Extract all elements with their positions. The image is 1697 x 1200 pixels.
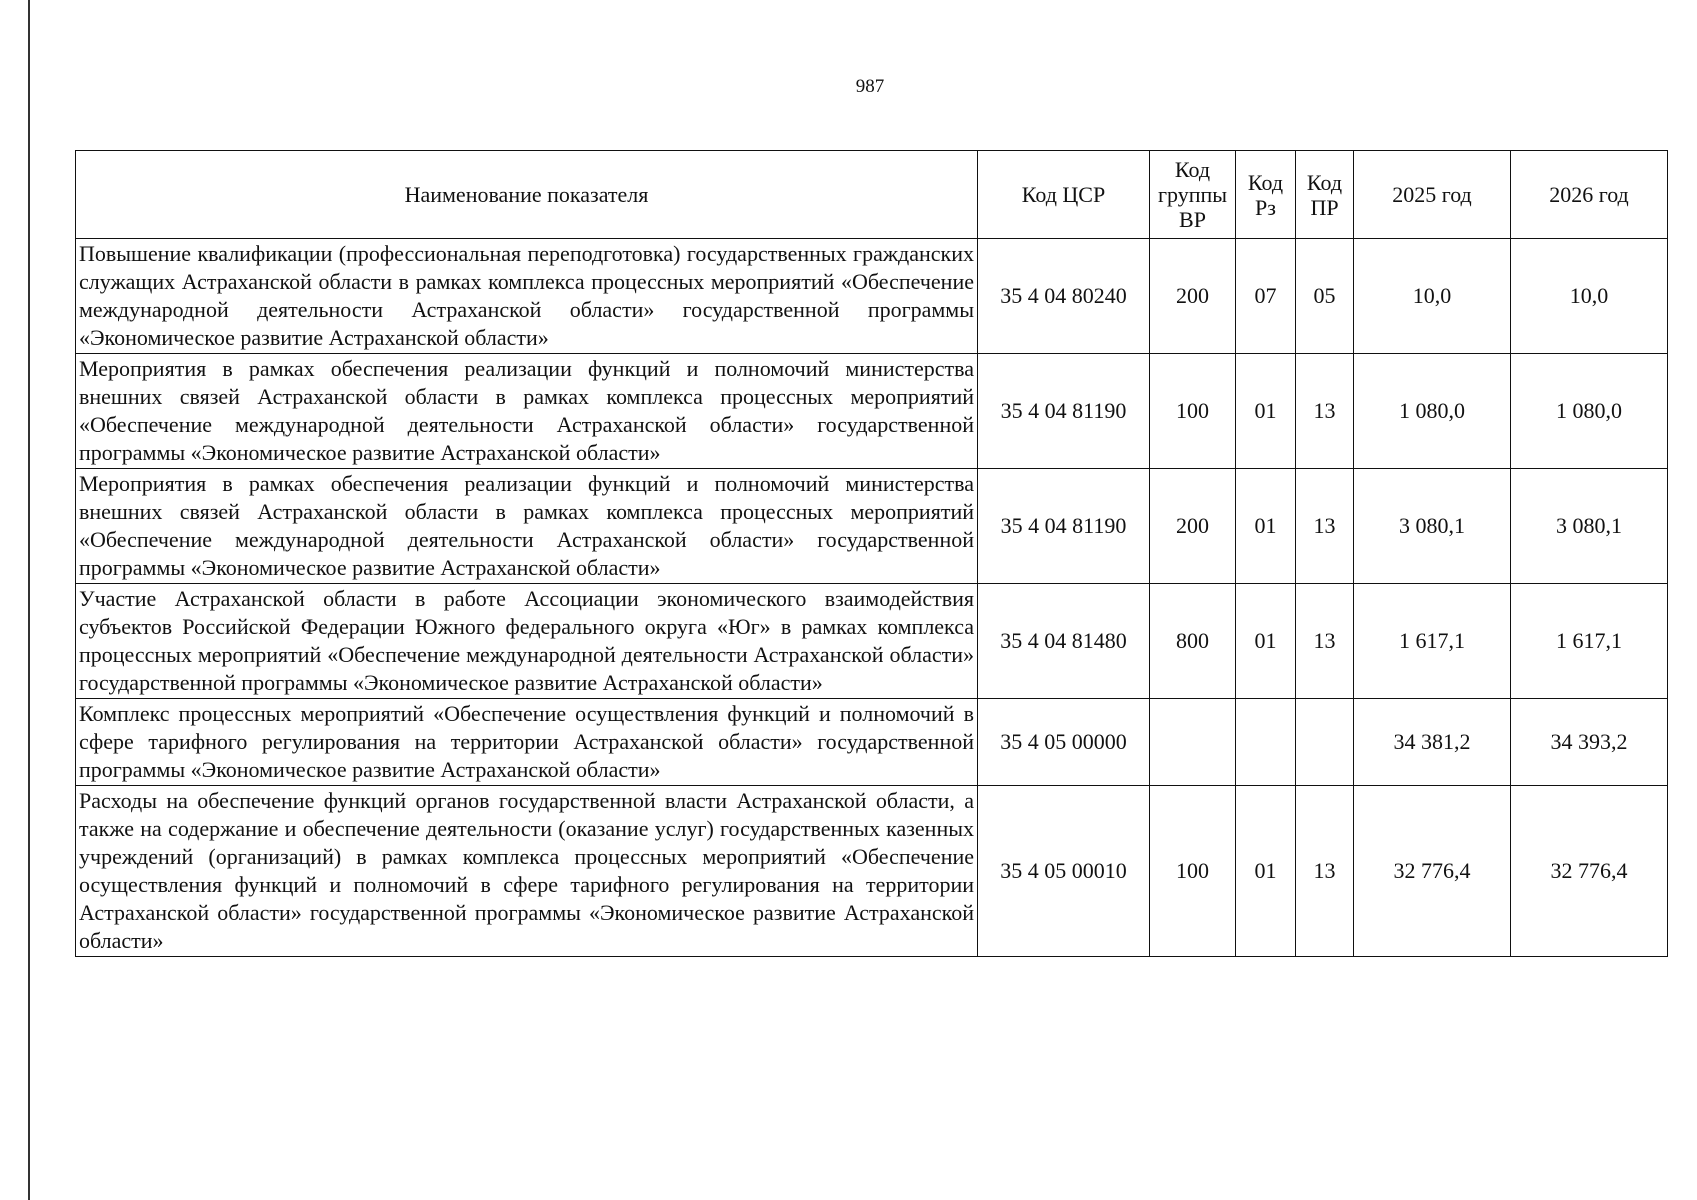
row-pr: 13 xyxy=(1296,354,1354,469)
row-pr: 05 xyxy=(1296,239,1354,354)
row-vr: 800 xyxy=(1150,584,1236,699)
row-name: Расходы на обеспечение функций органов государственной власти Астраханской области, а также на содержание и обеспечение деятельности (оказание услуг) государственных казенных учреждений (организаций) в рамках комплекса процессных мероприятий «Обеспечение осуществления функций и полномочий в сфере тарифного регулирования на территории Астраханской области» государственной программы «Экономическое развитие Астраханской области» xyxy=(76,786,978,957)
row-2025: 32 776,4 xyxy=(1354,786,1511,957)
row-2026: 3 080,1 xyxy=(1511,469,1668,584)
header-rz xyxy=(1236,151,1296,239)
table-row xyxy=(76,239,1668,354)
row-2025: 34 381,2 xyxy=(1354,699,1511,786)
row-2026: 34 393,2 xyxy=(1511,699,1668,786)
header-2026: 2026 год xyxy=(1511,151,1668,239)
row-rz xyxy=(1236,699,1296,786)
header-row xyxy=(76,151,1668,239)
header-csr: Код ЦСР xyxy=(978,151,1150,239)
row-rz: 01 xyxy=(1236,584,1296,699)
header-pr-line2: ПР xyxy=(1310,194,1339,220)
budget-table xyxy=(75,150,1668,957)
header-rz-line1: Код xyxy=(1247,169,1284,195)
row-vr: 200 xyxy=(1150,469,1236,584)
row-rz: 01 xyxy=(1236,786,1296,957)
row-pr: 13 xyxy=(1296,469,1354,584)
scan-edge-line xyxy=(28,0,30,1200)
header-vr-line3: ВР xyxy=(1179,207,1206,232)
row-name: Комплекс процессных мероприятий «Обеспечение осуществления функций и полномочий в сфере тарифного регулирования на территории Астраханской области» государственной программы «Экономическое развитие Астраханской области» xyxy=(76,699,978,786)
row-vr: 100 xyxy=(1150,354,1236,469)
row-csr: 35 4 04 80240 xyxy=(978,239,1150,354)
row-2026: 1 080,0 xyxy=(1511,354,1668,469)
header-pr xyxy=(1296,151,1354,239)
table-header xyxy=(76,151,1668,239)
header-pr-line1: Код xyxy=(1306,169,1343,195)
row-pr: 13 xyxy=(1296,584,1354,699)
header-2025: 2025 год xyxy=(1354,151,1511,239)
row-pr xyxy=(1296,699,1354,786)
page-number: 987 xyxy=(855,76,885,97)
table-body xyxy=(76,239,1668,957)
row-name: Участие Астраханской области в работе Ассоциации экономического взаимодействия субъектов Российской Федерации Южного федерального округа «Юг» в рамках комплекса процессных мероприятий «Обеспечение международной деятельности Астраханской области» государственной программы «Экономическое развитие Астраханской области» xyxy=(76,584,978,699)
row-2025: 1 617,1 xyxy=(1354,584,1511,699)
row-name: Мероприятия в рамках обеспечения реализации функций и полномочий министерства внешних связей Астраханской области в рамках комплекса процессных мероприятий «Обеспечение международной деятельности Астраханской области» государственной программы «Экономическое развитие Астраханской области» xyxy=(76,354,978,469)
row-rz: 01 xyxy=(1236,469,1296,584)
row-name: Повышение квалификации (профессиональная переподготовка) государственных гражданских служащих Астраханской области в рамках комплекса процессных мероприятий «Обеспечение международной деятельности Астраханской области» государственной программы «Экономическое развитие Астраханской области» xyxy=(76,239,978,354)
header-vr-line2: группы xyxy=(1157,182,1228,207)
row-2026: 1 617,1 xyxy=(1511,584,1668,699)
table-row xyxy=(76,699,1668,786)
row-rz: 07 xyxy=(1236,239,1296,354)
row-vr: 100 xyxy=(1150,786,1236,957)
row-2025: 3 080,1 xyxy=(1354,469,1511,584)
row-2026: 32 776,4 xyxy=(1511,786,1668,957)
row-csr: 35 4 04 81480 xyxy=(978,584,1150,699)
row-2025: 1 080,0 xyxy=(1354,354,1511,469)
table-row xyxy=(76,354,1668,469)
header-vr-line1: Код xyxy=(1174,157,1211,182)
row-rz: 01 xyxy=(1236,354,1296,469)
table-row xyxy=(76,786,1668,957)
row-2025: 10,0 xyxy=(1354,239,1511,354)
header-vr xyxy=(1150,151,1236,239)
row-csr: 35 4 05 00000 xyxy=(978,699,1150,786)
header-name: Наименование показателя xyxy=(76,151,978,239)
table-row xyxy=(76,584,1668,699)
row-pr: 13 xyxy=(1296,786,1354,957)
header-rz-line2: Рз xyxy=(1255,194,1276,220)
row-2026: 10,0 xyxy=(1511,239,1668,354)
row-vr: 200 xyxy=(1150,239,1236,354)
table-row xyxy=(76,469,1668,584)
row-csr: 35 4 05 00010 xyxy=(978,786,1150,957)
row-vr xyxy=(1150,699,1236,786)
row-csr: 35 4 04 81190 xyxy=(978,469,1150,584)
budget-table-container xyxy=(75,150,1667,957)
row-name: Мероприятия в рамках обеспечения реализации функций и полномочий министерства внешних связей Астраханской области в рамках комплекса процессных мероприятий «Обеспечение международной деятельности Астраханской области» государственной программы «Экономическое развитие Астраханской области» xyxy=(76,469,978,584)
row-csr: 35 4 04 81190 xyxy=(978,354,1150,469)
